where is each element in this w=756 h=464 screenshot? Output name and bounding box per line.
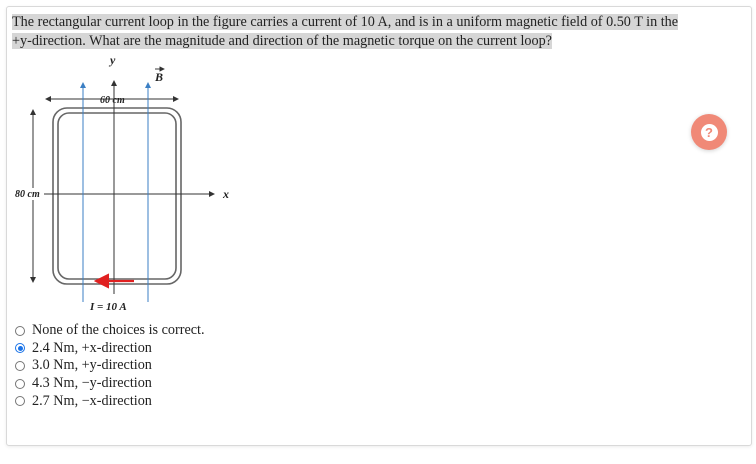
help-button[interactable] bbox=[691, 114, 727, 150]
choice-2[interactable] bbox=[15, 357, 205, 375]
choice-0[interactable] bbox=[15, 322, 205, 340]
loop-figure bbox=[6, 50, 246, 315]
current-label: I = 10 A bbox=[90, 301, 127, 313]
radio-button[interactable] bbox=[15, 326, 25, 336]
choice-label: 2.7 Nm, −x-direction bbox=[32, 392, 152, 409]
choice-label: 2.4 Nm, +x-direction bbox=[32, 339, 152, 356]
choice-1[interactable] bbox=[15, 340, 205, 358]
answer-choices bbox=[15, 322, 205, 410]
radio-button[interactable] bbox=[15, 361, 25, 371]
question-mark-icon: ? bbox=[701, 124, 718, 141]
choice-label: None of the choices is correct. bbox=[32, 322, 205, 339]
radio-button[interactable] bbox=[15, 396, 25, 406]
width-label: 60 cm bbox=[100, 95, 125, 106]
radio-button[interactable] bbox=[15, 379, 25, 389]
y-axis-label: y bbox=[110, 53, 116, 67]
question-line-2: +y-direction. What are the magnitude and direction of the magnetic torque on the current loop? bbox=[12, 32, 552, 49]
current-loop-inner bbox=[58, 113, 176, 279]
choice-label: 4.3 Nm, −y-direction bbox=[32, 375, 152, 392]
radio-button-selected[interactable] bbox=[15, 343, 25, 353]
x-axis-label: x bbox=[223, 187, 229, 201]
question-text bbox=[12, 13, 739, 50]
choice-3[interactable] bbox=[15, 375, 205, 393]
choice-label: 3.0 Nm, +y-direction bbox=[32, 357, 152, 374]
field-label: B bbox=[155, 70, 164, 84]
height-label: 80 cm bbox=[15, 189, 40, 200]
current-loop-outer bbox=[53, 108, 181, 284]
question-line-1: The rectangular current loop in the figure carries a current of 10 A, and is in a uniform magnetic field of 0.50 T in the bbox=[12, 14, 679, 30]
choice-4[interactable] bbox=[15, 392, 205, 410]
